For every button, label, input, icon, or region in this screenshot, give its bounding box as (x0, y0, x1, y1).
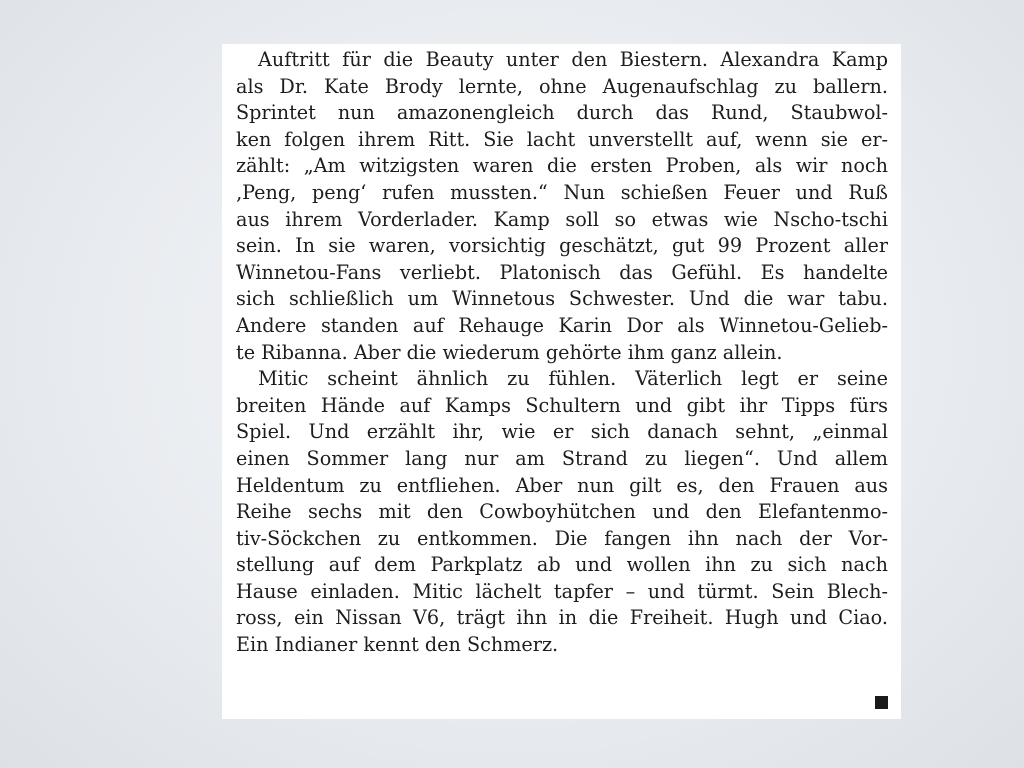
text-line: te Ribanna. Aber die wiederum gehörte ihm ganz allein. (236, 340, 783, 364)
text-line: zählt: „Am witzigsten waren die ersten Proben, als wir noch (236, 154, 888, 178)
paragraph (236, 47, 888, 366)
text-line: Sprintet nun amazonengleich durch das Rund, Staubwol- (236, 101, 888, 125)
text-line: tiv-Söckchen zu entkommen. Die fangen ihn nach der Vor- (236, 526, 888, 550)
text-line: sich schließlich um Winnetous Schwester. Und die war tabu. (236, 287, 888, 311)
text-line: einen Sommer lang nur am Strand zu liegen“. Und allem (236, 446, 888, 470)
text-line: ross, ein Nissan V6, trägt ihn in die Freiheit. Hugh und Ciao. (236, 606, 888, 630)
text-line: Reihe sechs mit den Cowboyhütchen und den Elefantenmo- (236, 500, 888, 524)
text-line: Auftritt für die Beauty unter den Biestern. Alexandra Kamp (258, 48, 888, 71)
text-line: Spiel. Und erzählt ihr, wie er sich danach sehnt, „einmal (236, 420, 888, 444)
text-line: sein. In sie waren, vorsichtig geschätzt, gut 99 Prozent aller (236, 234, 888, 258)
text-line: als Dr. Kate Brody lernte, ohne Augenaufschlag zu ballern. (236, 74, 888, 98)
end-of-article-square-icon (875, 696, 888, 709)
text-line: stellung auf dem Parkplatz ab und wollen ihn zu sich nach (236, 553, 888, 577)
text-line: Hause einladen. Mitic lächelt tapfer – und türmt. Sein Blech- (236, 579, 888, 603)
article-page (222, 44, 901, 719)
text-line: Mitic scheint ähnlich zu fühlen. Väterlich legt er seine (258, 367, 888, 391)
text-line: Heldentum zu entfliehen. Aber nun gilt es, den Frauen aus (236, 473, 888, 497)
paragraph (236, 366, 888, 659)
text-line: Ein Indianer kennt den Schmerz. (236, 633, 559, 657)
text-line: ‚Peng, peng‘ rufen mussten.“ Nun schießen Feuer und Ruß (236, 180, 888, 204)
text-line: ken folgen ihrem Ritt. Sie lacht unverstellt auf, wenn sie er- (236, 127, 888, 151)
text-line: aus ihrem Vorderlader. Kamp soll so etwas wie Nscho-tschi (236, 207, 888, 231)
text-line: Winnetou-Fans verliebt. Platonisch das Gefühl. Es handelte (236, 260, 888, 284)
text-line: Andere standen auf Rehauge Karin Dor als Winnetou-Gelieb- (236, 313, 888, 337)
text-line: breiten Hände auf Kamps Schultern und gibt ihr Tipps fürs (236, 393, 888, 417)
